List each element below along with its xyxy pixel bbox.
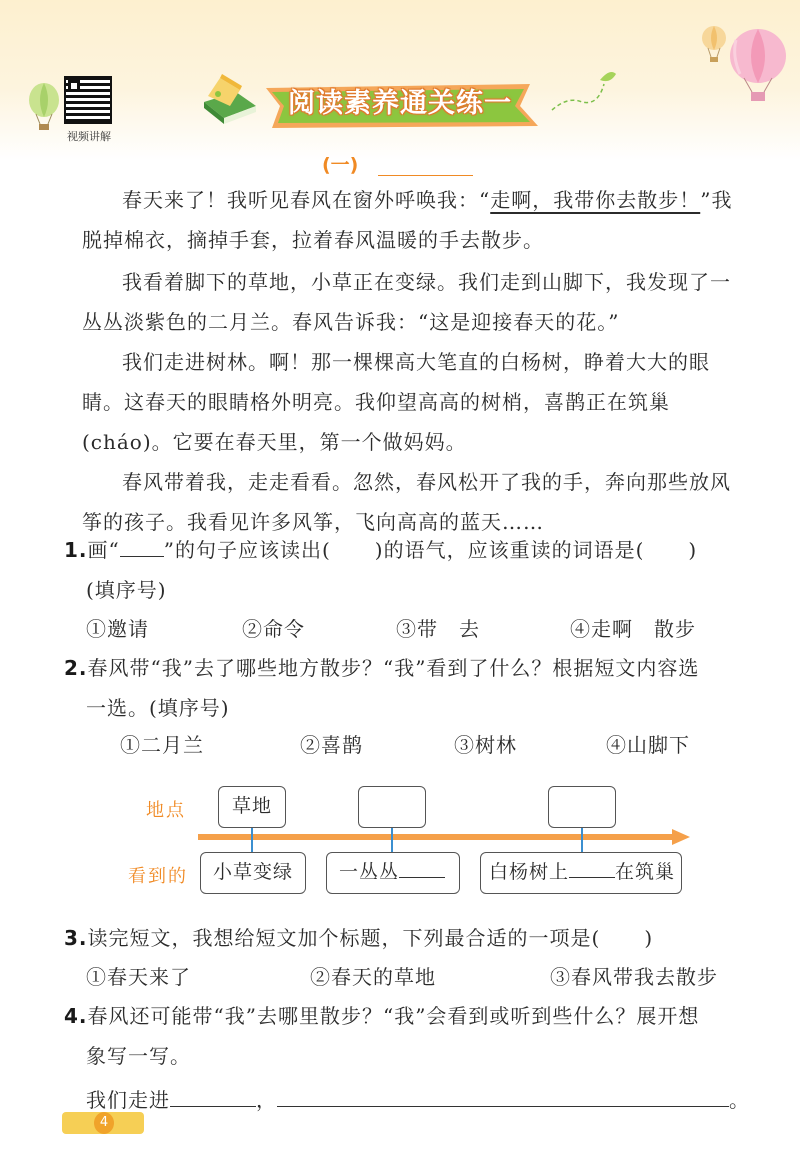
banner-title: 阅读素养通关练一 <box>288 88 512 119</box>
q1-option-3[interactable]: ③带 去 <box>396 617 480 641</box>
seen-box-3[interactable]: 白杨树上 在筑巢 <box>480 852 682 894</box>
seen-box-1: 小草变绿 <box>200 852 306 894</box>
answer-blank-place[interactable] <box>170 1084 256 1107</box>
question-4-answer-line: 我们走进 ， 。 <box>86 1080 766 1120</box>
seen-box-2[interactable]: 一丛丛 <box>326 852 460 894</box>
q3-option-3[interactable]: ③春风带我去散步 <box>550 965 718 989</box>
q3-option-1[interactable]: ①春天来了 <box>86 965 191 989</box>
passage-paragraph-4: 春风带着我，走走看看。忽然，春风松开了我的手，奔向那些放风筝的孩子。我看见许多风筝，飞向高高的蓝天…… <box>82 470 731 534</box>
seen-label: 看到的 <box>128 866 188 887</box>
question-1: 1.画“ ”的句子应该读出( )的语气，应该重读的词语是( ) <box>64 530 744 570</box>
question-number: 1. <box>64 538 88 562</box>
place-box-3[interactable] <box>548 786 616 828</box>
question-number: 3. <box>64 926 88 950</box>
page-number: 4 <box>94 1112 114 1134</box>
section-title: (一) <box>322 154 359 176</box>
q1-option-1[interactable]: ①邀请 <box>86 617 149 641</box>
question-4-line-2: 象写一写。 <box>86 1044 191 1068</box>
question-3: 3.读完短文，我想给短文加个标题，下列最合适的一项是( ) <box>64 926 654 950</box>
q2-option-1: ①二月兰 <box>120 733 204 757</box>
question-2-line-1: 2.春风带“我”去了哪些地方散步？“我”看到了什么？根据短文内容选 <box>64 656 700 680</box>
q2-option-4: ④山脚下 <box>606 733 690 757</box>
timeline-arrowhead <box>672 829 690 845</box>
answer-blank-description[interactable] <box>277 1084 729 1107</box>
q2-option-2: ②喜鹊 <box>300 733 363 757</box>
question-number: 4. <box>64 1004 88 1028</box>
answer-blank-seen-2[interactable] <box>399 859 445 878</box>
q1-option-2[interactable]: ②命令 <box>242 617 305 641</box>
underlined-sentence: 走啊，我带你去散步！ <box>490 188 701 212</box>
q3-option-2[interactable]: ②春天的草地 <box>310 965 436 989</box>
q1-option-4[interactable]: ④走啊 散步 <box>570 617 696 641</box>
place-label: 地点 <box>146 800 186 821</box>
passage-paragraph-3: 我们走进树林。啊！那一棵棵高大笔直的白杨树，睁着大大的眼睛。这春天的眼睛格外明亮。我仰望高高的树梢，喜鹊正在筑巢(cháo)。它要在春天里，第一个做妈妈。 <box>82 350 710 454</box>
question-4-line-1: 4.春风还可能带“我”去哪里散步？“我”会看到或听到些什么？展开想 <box>64 1004 700 1028</box>
qr-label: 视频讲解 <box>67 130 111 143</box>
question-1-hint: (填序号) <box>86 578 167 602</box>
answer-blank-seen-3[interactable] <box>569 859 615 878</box>
passage-paragraph-2: 我看着脚下的草地，小草正在变绿。我们走到山脚下，我发现了一丛丛淡紫色的二月兰。春风告诉我：“这是迎接春天的花。” <box>82 270 731 334</box>
timeline-arrow <box>198 834 674 840</box>
q2-option-3: ③树林 <box>454 733 517 757</box>
passage-paragraph-1: 春天来了！我听见春风在窗外呼唤我：“走啊，我带你去散步！”我脱掉棉衣，摘掉手套，拉着春风温暖的手去散步。 <box>82 188 733 252</box>
place-box-1: 草地 <box>218 786 286 828</box>
question-2-line-2: 一选。(填序号) <box>86 696 230 720</box>
question-number: 2. <box>64 656 88 680</box>
place-box-2[interactable] <box>358 786 426 828</box>
